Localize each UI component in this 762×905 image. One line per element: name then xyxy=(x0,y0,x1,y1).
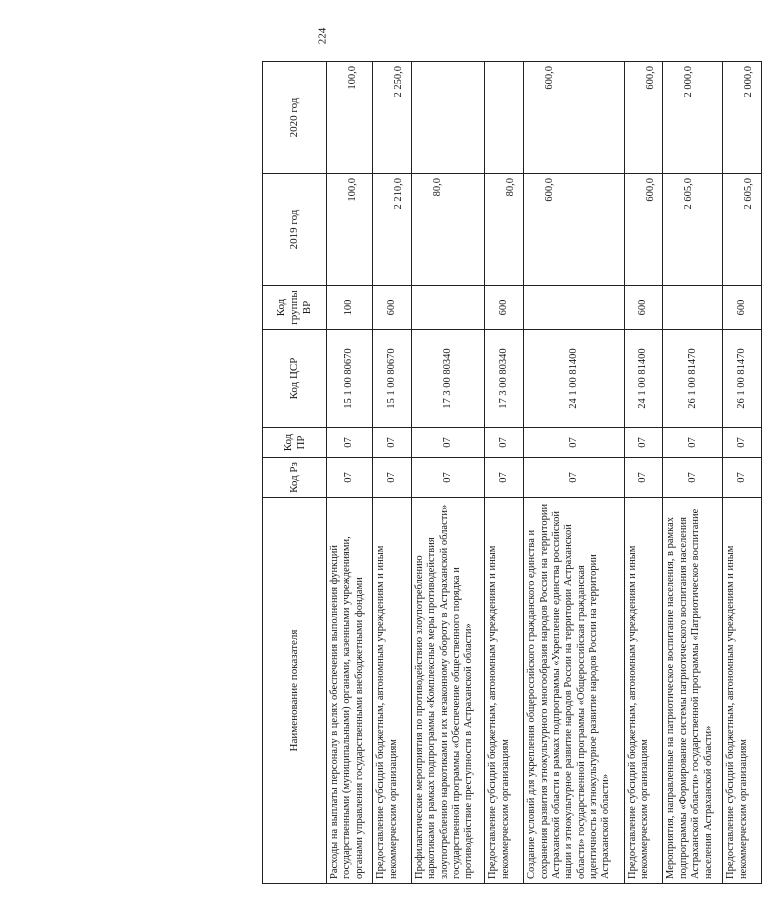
row-pr: 07 xyxy=(327,428,373,458)
row-pr: 07 xyxy=(723,428,762,458)
table-row xyxy=(485,62,524,884)
row-pr: 07 xyxy=(624,428,663,458)
table-row xyxy=(524,62,624,884)
table-body xyxy=(327,62,762,884)
budget-table xyxy=(262,61,762,884)
row-vr: 600 xyxy=(723,286,762,330)
row-rz: 07 xyxy=(524,458,624,498)
header-2020: 2020 год xyxy=(263,62,327,174)
row-csr: 15 1 00 80670 xyxy=(373,330,412,428)
row-pr: 07 xyxy=(524,428,624,458)
row-pr: 07 xyxy=(485,428,524,458)
row-2020: 100,0 xyxy=(327,62,373,174)
row-rz: 07 xyxy=(485,458,524,498)
row-vr: 600 xyxy=(373,286,412,330)
row-2019: 80,0 xyxy=(411,174,484,286)
row-pr: 07 xyxy=(373,428,412,458)
row-rz: 07 xyxy=(624,458,663,498)
table-row xyxy=(624,62,663,884)
table-row xyxy=(327,62,373,884)
row-rz: 07 xyxy=(373,458,412,498)
row-2020: 600,0 xyxy=(524,62,624,174)
row-vr: 100 xyxy=(327,286,373,330)
row-2020: 600,0 xyxy=(624,62,663,174)
header-vr: Код группы ВР xyxy=(263,286,327,330)
row-2020: 2 000,0 xyxy=(723,62,762,174)
header-csr: Код ЦСР xyxy=(263,330,327,428)
row-2020 xyxy=(411,62,484,174)
row-2020: 2 000,0 xyxy=(663,62,723,174)
row-csr: 24 1 00 81400 xyxy=(624,330,663,428)
row-csr: 26 1 00 81470 xyxy=(663,330,723,428)
row-name: Предоставление субсидий бюджетным, автономным учреждениям и иным некоммерческим организациям xyxy=(723,498,762,884)
row-2019: 2 605,0 xyxy=(723,174,762,286)
row-csr: 15 1 00 80670 xyxy=(327,330,373,428)
row-name: Предоставление субсидий бюджетным, автономным учреждениям и иным некоммерческим организациям xyxy=(485,498,524,884)
page-number: 224 xyxy=(316,27,329,45)
row-rz: 07 xyxy=(327,458,373,498)
row-vr: 600 xyxy=(485,286,524,330)
table-row xyxy=(373,62,412,884)
row-name: Профилактические мероприятия по противодействию злоупотреблению наркотиками в рамках подпрограммы «Комплексные меры противодействия злоупотреблению наркотиками и их незаконному обороту в Астраханской области» государственной программы «Обеспечение общественного порядка и противодействие преступности в Астраханской области» xyxy=(411,498,484,884)
row-vr xyxy=(524,286,624,330)
row-pr: 07 xyxy=(663,428,723,458)
row-vr: 600 xyxy=(624,286,663,330)
table-row xyxy=(723,62,762,884)
table-row xyxy=(663,62,723,884)
row-name: Предоставление субсидий бюджетным, автономным учреждениям и иным некоммерческим организациям xyxy=(624,498,663,884)
row-name: Расходы на выплаты персоналу в целях обеспечения выполнения функций государственными (муниципальными) органами, казенными учреждениями, органами управления государственными внебюджетными фондами xyxy=(327,498,373,884)
row-2019: 600,0 xyxy=(524,174,624,286)
header-rz: Код Рз xyxy=(263,458,327,498)
row-vr xyxy=(663,286,723,330)
row-2019: 2 605,0 xyxy=(663,174,723,286)
row-rz: 07 xyxy=(663,458,723,498)
row-name: Предоставление субсидий бюджетным, автономным учреждениям и иным некоммерческим организациям xyxy=(373,498,412,884)
header-name: Наименование показателя xyxy=(263,498,327,884)
row-2020: 2 250,0 xyxy=(373,62,412,174)
table-row xyxy=(411,62,484,884)
row-rz: 07 xyxy=(723,458,762,498)
row-vr xyxy=(411,286,484,330)
row-pr: 07 xyxy=(411,428,484,458)
row-csr: 26 1 00 81470 xyxy=(723,330,762,428)
header-pr: Код ПР xyxy=(263,428,327,458)
row-rz: 07 xyxy=(411,458,484,498)
row-name: Мероприятия, направленные на патриотическое воспитание населения, в рамках подпрограммы «Формирование системы патриотического воспитания населения Астраханской области» государственной программы «Патриотическое воспитание населения Астраханской области» xyxy=(663,498,723,884)
table-header-row xyxy=(263,62,327,884)
row-2019: 100,0 xyxy=(327,174,373,286)
row-2019: 80,0 xyxy=(485,174,524,286)
row-csr: 17 3 00 80340 xyxy=(485,330,524,428)
header-2019: 2019 год xyxy=(263,174,327,286)
row-csr: 24 1 00 81400 xyxy=(524,330,624,428)
row-2019: 600,0 xyxy=(624,174,663,286)
budget-table-container xyxy=(262,62,762,884)
row-2019: 2 210,0 xyxy=(373,174,412,286)
row-name: Создание условий для укрепления общероссийского гражданского единства и сохранения развития этнокультурного многообразия народов России на территории Астраханской области в рамках подпрограммы «Укрепление единства российской нации и этнокультурное развитие народов России на территории Астраханской области» государственной программы «Общероссийская гражданская идентичность и этнокультурное развитие народов России на территории Астраханской области» xyxy=(524,498,624,884)
row-csr: 17 3 00 80340 xyxy=(411,330,484,428)
row-2020 xyxy=(485,62,524,174)
